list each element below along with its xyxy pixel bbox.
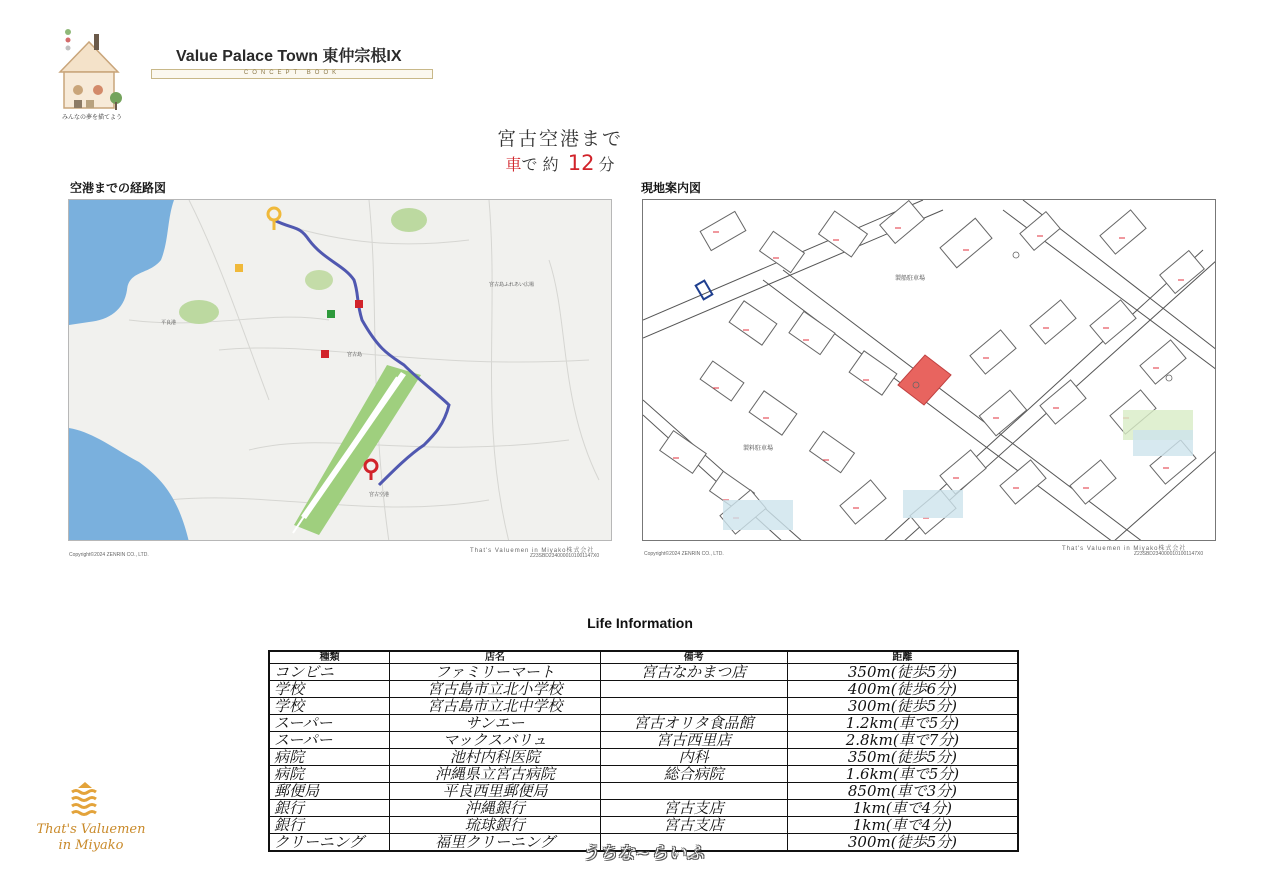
table-row	[269, 766, 1018, 783]
route-map-caption: 空港までの経路図	[70, 181, 167, 195]
cell-distance: 1.2km(車で5分)	[787, 715, 1018, 732]
airport-time	[470, 151, 650, 175]
cell-name: 池村内科医院	[390, 749, 600, 766]
table-row	[269, 732, 1018, 749]
minutes-value: 12	[567, 151, 595, 175]
guide-map-image	[643, 200, 1216, 541]
cell-type: 病院	[269, 749, 390, 766]
cell-distance: 300m(徒歩5分)	[787, 698, 1018, 715]
svg-text:宮古島ふれあい広場: 宮古島ふれあい広場	[489, 282, 535, 288]
valuemen-logo-icon	[70, 782, 100, 818]
minutes-unit: 分	[598, 155, 615, 174]
guide-map-code: Z23SBD2340000101001147X0	[1134, 551, 1204, 557]
table-row	[269, 715, 1018, 732]
cell-note: 宮古なかまつ店	[600, 664, 787, 681]
cell-distance: 1.6km(車で5分)	[787, 766, 1018, 783]
cell-type: 学校	[269, 698, 390, 715]
cell-type: 銀行	[269, 800, 390, 817]
cell-name: 沖縄県立宮古病院	[390, 766, 600, 783]
cell-note: 宮古支店	[600, 817, 787, 834]
airport-headline: 宮古空港まで	[496, 128, 623, 150]
table-body	[269, 664, 1018, 852]
footer-logo-line1: That's Valuemen	[36, 822, 146, 837]
cell-name: 琉球銀行	[390, 817, 600, 834]
table-row	[269, 698, 1018, 715]
cell-note: 宮古オリタ食品館	[600, 715, 787, 732]
cell-distance: 350m(徒歩5分)	[787, 664, 1018, 681]
footer-logo-text	[36, 822, 146, 854]
table-row	[269, 749, 1018, 766]
route-map-copyright: Copyright©2024 ZENRIN CO., LTD.	[69, 552, 149, 558]
cell-distance: 300m(徒歩5分)	[787, 834, 1018, 852]
cell-note: 宮古支店	[600, 800, 787, 817]
cell-type: 学校	[269, 681, 390, 698]
cell-note	[600, 698, 787, 715]
house-logo-icon	[54, 24, 124, 114]
guide-map	[642, 199, 1216, 541]
column-header-distance: 距離	[787, 651, 1018, 664]
cell-distance: 400m(徒歩6分)	[787, 681, 1018, 698]
cell-type: スーパー	[269, 715, 390, 732]
guide-map-copyright: Copyright©2024 ZENRIN CO., LTD.	[644, 551, 724, 557]
table-header-row	[269, 651, 1018, 664]
table-row	[269, 664, 1018, 681]
cell-name: 福里クリーニング	[390, 834, 600, 852]
approx-label: 約	[542, 155, 559, 174]
svg-text:宮古島: 宮古島	[347, 352, 363, 358]
cell-name: サンエー	[390, 715, 600, 732]
cell-name: 宮古島市立北中学校	[390, 698, 600, 715]
guide-map-source: That's Valuemen in Miyako株式会社	[1062, 546, 1187, 552]
cell-distance: 850m(車で3分)	[787, 783, 1018, 800]
table-row	[269, 681, 1018, 698]
route-map-source: That's Valuemen in Miyako株式会社	[470, 548, 595, 554]
cell-name: 沖縄銀行	[390, 800, 600, 817]
life-info-table	[268, 650, 1019, 852]
cell-distance: 1km(車で4分)	[787, 817, 1018, 834]
logo-caption: みんなの夢を描てよう	[61, 114, 122, 121]
column-header-note: 備考	[600, 651, 787, 664]
table-row	[269, 800, 1018, 817]
svg-text:製料駐車場: 製料駐車場	[743, 446, 774, 452]
cell-note: 総合病院	[600, 766, 787, 783]
cell-note: 宮古西里店	[600, 732, 787, 749]
guide-map-caption: 現地案内図	[641, 181, 702, 195]
table-row	[269, 783, 1018, 800]
cell-type: クリーニング	[269, 834, 390, 852]
cell-name: 平良西里郵便局	[390, 783, 600, 800]
column-header-name: 店名	[390, 651, 600, 664]
life-info-title: Life Information	[587, 615, 693, 631]
route-map-image	[69, 200, 612, 541]
cell-distance: 1km(車で4分)	[787, 800, 1018, 817]
cell-type: 銀行	[269, 817, 390, 834]
de-label: で	[521, 155, 538, 174]
cell-type: スーパー	[269, 732, 390, 749]
concept-book-label: CONCEPT BOOK	[243, 70, 341, 76]
cell-note: 内科	[600, 749, 787, 766]
column-header-type: 種類	[269, 651, 390, 664]
svg-text:平良港: 平良港	[161, 320, 177, 326]
route-map-code: Z23SBD2340000101001147X0	[530, 553, 600, 559]
car-label: 車	[505, 155, 522, 174]
cell-distance: 2.8km(車で7分)	[787, 732, 1018, 749]
cell-type: 病院	[269, 766, 390, 783]
cell-name: マックスバリュ	[390, 732, 600, 749]
cell-type: 郵便局	[269, 783, 390, 800]
cell-note	[600, 783, 787, 800]
cell-note	[600, 681, 787, 698]
watermark: うちな~らいふ	[581, 843, 705, 864]
route-map	[68, 199, 612, 541]
footer-logo-line2: in Miyako	[58, 838, 124, 853]
cell-distance: 350m(徒歩5分)	[787, 749, 1018, 766]
cell-name: 宮古島市立北小学校	[390, 681, 600, 698]
page-title: Value Palace Town 東仲宗根IX	[176, 48, 402, 65]
table-row	[269, 817, 1018, 834]
cell-name: ファミリーマート	[390, 664, 600, 681]
svg-text:製船駐車場: 製船駐車場	[895, 276, 926, 282]
cell-type: コンビニ	[269, 664, 390, 681]
svg-text:宮古空港: 宮古空港	[369, 492, 390, 498]
